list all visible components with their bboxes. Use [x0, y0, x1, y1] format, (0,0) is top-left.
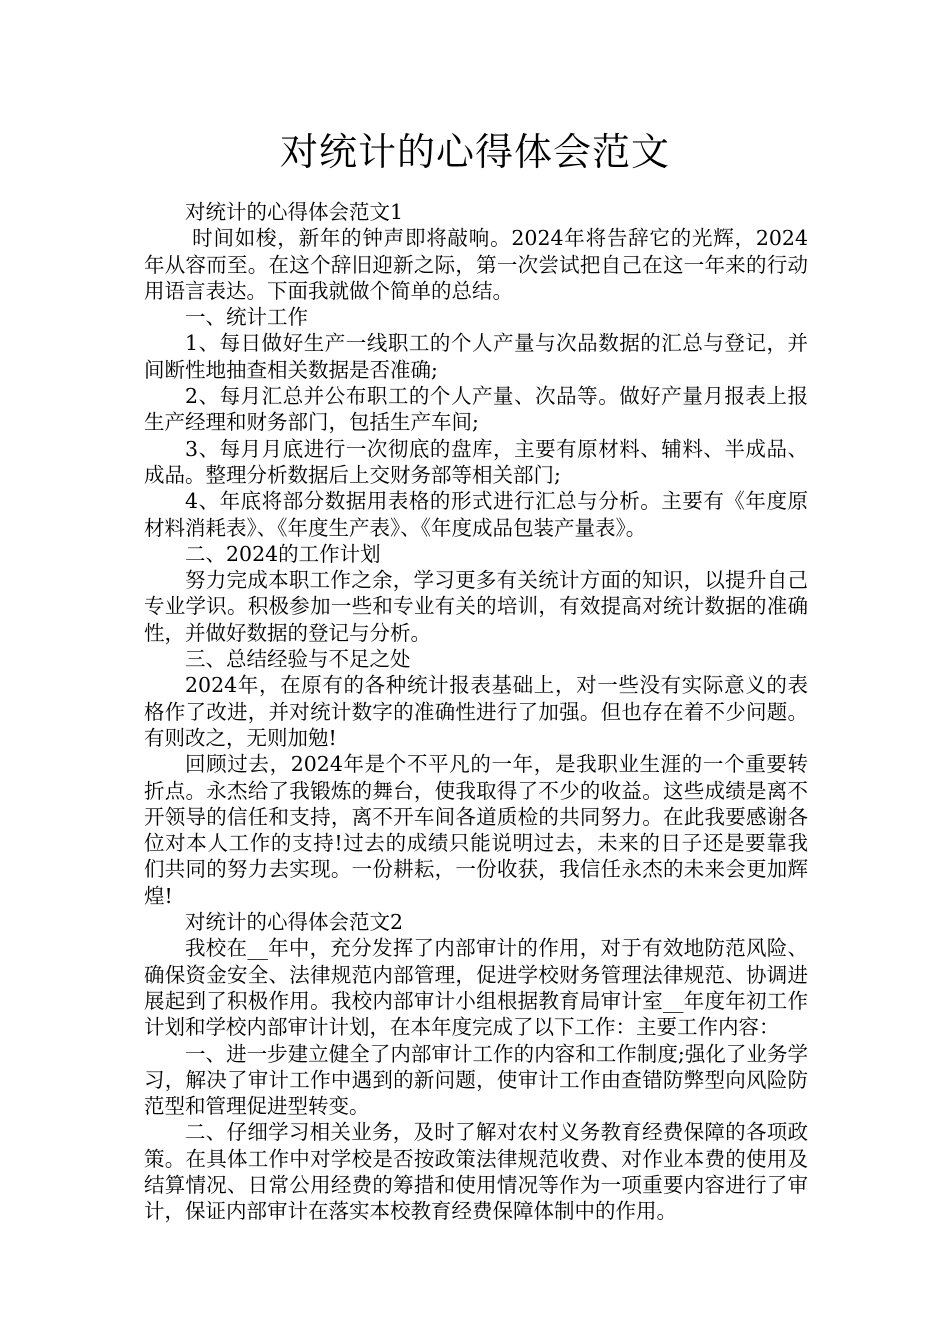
document-body	[144, 199, 808, 1225]
section-heading: 三、总结经验与不足之处	[185, 647, 411, 672]
paragraph: 二、仔细学习相关业务，及时了解对农村义务教育经费保障的各项政策。在具体工作中对学校是否按政策法律规范收费、对作业本费的使用及结算情况、日常公用经费的筹措和使用情况等作为一项重要内容进行了审计，保证内部审计在落实本校教育经费保障体制中的作用。	[144, 1120, 808, 1224]
document-title: 对统计的心得体会范文	[279, 130, 670, 174]
paragraph: 4、年底将部分数据用表格的形式进行汇总与分析。主要有《年度原材料消耗表》、《年度生产表》、《年度成品包装产量表》。	[144, 489, 808, 540]
paragraph: 1、每日做好生产一线职工的个人产量与次品数据的汇总与登记，并间断性地抽查相关数据是否准确;	[144, 331, 808, 382]
paragraph: 时间如梭，新年的钟声即将敲响。2024年将告辞它的光辉，2024年从容而至。在这个辞旧迎新之际，第一次尝试把自己在这一年来的行动用语言表达。下面我就做个简单的总结。	[144, 226, 808, 303]
paragraph: 2024年，在原有的各种统计报表基础上，对一些没有实际意义的表格作了改进，并对统计数字的准确性进行了加强。但也存在着不少问题。有则改之，无则加勉!	[144, 673, 808, 750]
section-heading: 对统计的心得体会范文1	[185, 200, 404, 224]
paragraph: 3、每月月底进行一次彻底的盘库，主要有原材料、辅料、半成品、成品。整理分析数据后上交财务部等相关部门;	[144, 436, 808, 487]
paragraph: 努力完成本职工作之余，学习更多有关统计方面的知识，以提升自己专业学识。积极参加一些和专业有关的培训，有效提高对统计数据的准确性，并做好数据的登记与分析。	[144, 568, 808, 645]
section-heading: 一、统计工作	[185, 305, 308, 330]
section-heading: 二、2024的工作计划	[185, 541, 381, 566]
paragraph: 我校在__年中，充分发挥了内部审计的作用，对于有效地防范风险、确保资金安全、法律规范内部管理，促进学校财务管理法律规范、协调进展起到了积极作用。我校内部审计小组根据教育局审计室__年度年初工作计划和学校内部审计计划，在本年度完成了以下工作：主要工作内容：	[144, 936, 808, 1040]
paragraph: 2、每月汇总并公布职工的个人产量、次品等。做好产量月报表上报生产经理和财务部门，包括生产车间;	[144, 384, 808, 435]
paragraph: 回顾过去，2024年是个不平凡的一年，是我职业生涯的一个重要转折点。永杰给了我锻炼的舞台，使我取得了不少的收益。这些成绩是离不开领导的信任和支持，离不开车间各道质检的共同努力。在此我要感谢各位对本人工作的支持!过去的成绩只能说明过去，未来的日子还是要靠我们共同的努力去实现。一份耕耘，一份收获，我信任永杰的未来会更加辉煌!	[144, 752, 808, 908]
paragraph: 一、进一步建立健全了内部审计工作的内容和工作制度;强化了业务学习，解决了审计工作中遇到的新问题，使审计工作由查错防弊型向风险防范型和管理促进型转变。	[144, 1041, 808, 1119]
section-heading: 对统计的心得体会范文2	[185, 910, 404, 935]
